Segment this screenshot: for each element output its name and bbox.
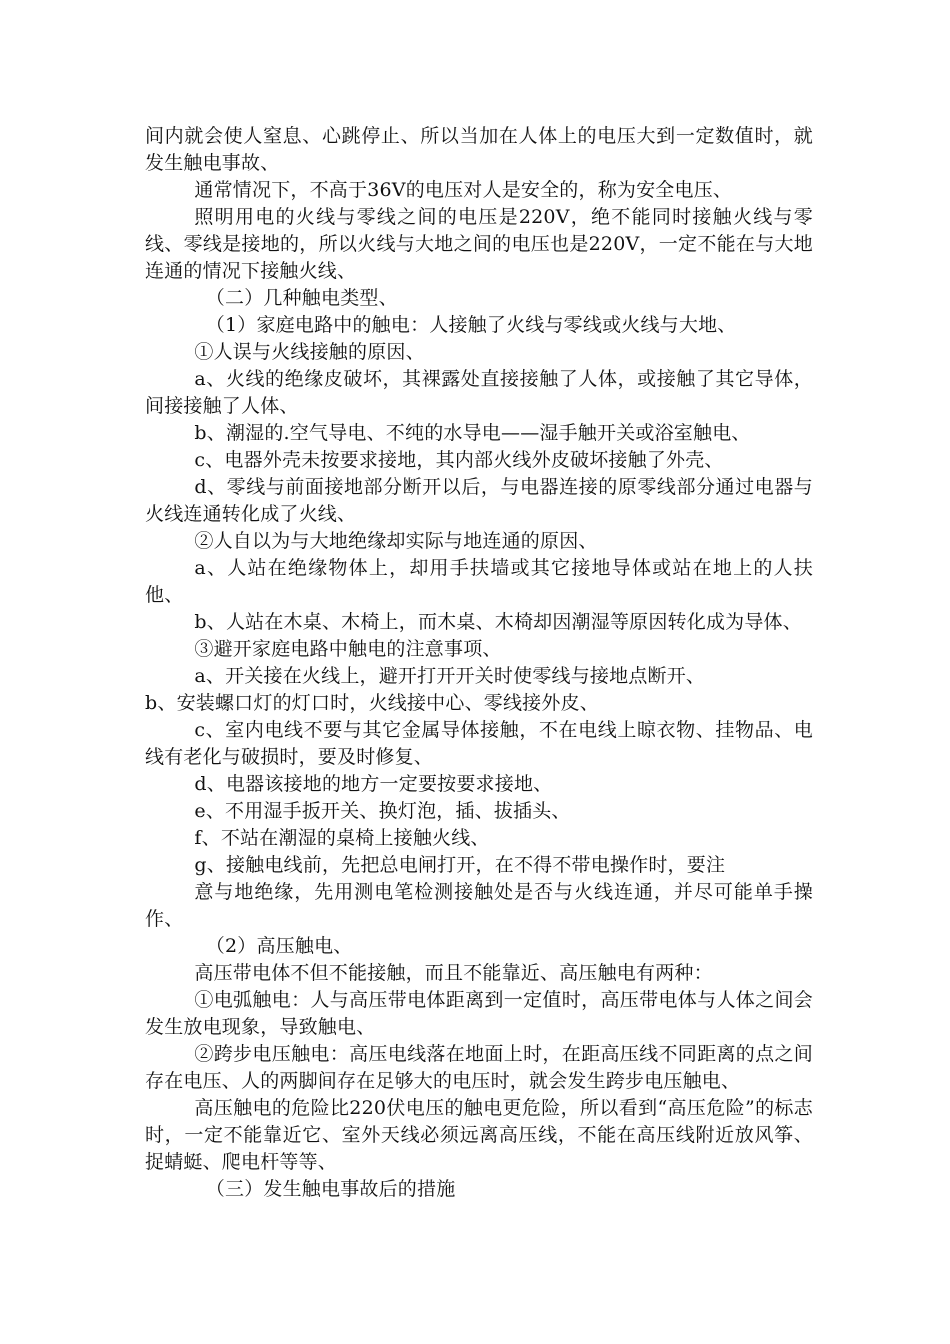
paragraph: 通常情况下，不高于36V的电压对人是安全的，称为安全电压、 <box>194 179 733 201</box>
paragraph: ②人自以为与大地绝缘却实际与地连通的原因、 <box>194 530 598 552</box>
paragraph: ③避开家庭电路中触电的注意事项、 <box>194 638 502 660</box>
paragraph: b、人站在木桌、木椅上，而木桌、木椅却因潮湿等原因转化成为导体、 <box>194 611 802 633</box>
paragraph: （1）家庭电路中的触电：人接触了火线与零线或火线与大地、 <box>205 314 737 336</box>
paragraph: 高压触电的危险比220伏电压的触电更危险，所以看到“高压危险”的标志时，一定不能靠近它、室外天线必须远离高压线，不能在高压线附近放风筝、捉蜻蜓、爬电杆等等、 <box>145 1097 813 1173</box>
paragraph: ①人误与火线接触的原因、 <box>194 341 425 363</box>
paragraph: d、电器该接地的地方一定要按要求接地、 <box>194 773 553 795</box>
paragraph: ②跨步电压触电：高压电线落在地面上时，在距高压线不同距离的点之间存在电压、人的两脚间存在足够大的电压时，就会发生跨步电压触电、 <box>145 1043 813 1092</box>
paragraph: d、零线与前面接地部分断开以后，与电器连接的原零线部分通过电器与火线连通转化成了火线、 <box>145 476 813 525</box>
paragraph: 照明用电的火线与零线之间的电压是220V，绝不能同时接触火线与零线、零线是接地的，所以火线与大地之间的电压也是220V，一定不能在与大地连通的情况下接触火线、 <box>145 206 813 282</box>
paragraph: （二）几种触电类型、 <box>205 287 398 309</box>
paragraph: b、潮湿的.空气导电、不纯的水导电——湿手触开关或浴室触电、 <box>194 422 751 444</box>
paragraph: f、不站在潮湿的桌椅上接触火线、 <box>194 827 490 849</box>
paragraph: a、人站在绝缘物体上，却用手扶墙或其它接地导体或站在地上的人扶他、 <box>145 557 813 606</box>
document-body <box>145 123 813 1203</box>
paragraph: g、接触电线前，先把总电闸打开，在不得不带电操作时，要注 <box>194 854 726 876</box>
paragraph: b、安装螺口灯的灯口时，火线接中心、零线接外皮、 <box>145 692 599 714</box>
paragraph: a、开关接在火线上，避开打开开关时使零线与接地点断开、 <box>194 665 706 687</box>
paragraph: e、不用湿手扳开关、换灯泡，插、拔插头、 <box>194 800 571 822</box>
paragraph: （三）发生触电事故后的措施 <box>205 1178 456 1200</box>
paragraph: c、电器外壳未按要求接地，其内部火线外皮破坏接触了外壳、 <box>194 449 724 471</box>
paragraph: 意与地绝缘，先用测电笔检测接触处是否与火线连通，并尽可能单手操作、 <box>145 881 813 930</box>
paragraph: ①电弧触电：人与高压带电体距离到一定值时，高压带电体与人体之间会发生放电现象，导致触电、 <box>145 989 813 1038</box>
paragraph: （2）高压触电、 <box>205 935 353 957</box>
paragraph: a、火线的绝缘皮破坏，其裸露处直接接触了人体，或接触了其它导体，间接接触了人体、 <box>145 368 813 417</box>
paragraph: c、室内电线不要与其它金属导体接触，不在电线上晾衣物、挂物品、电线有老化与破损时，要及时修复、 <box>145 719 813 768</box>
paragraph: 高压带电体不但不能接触，而且不能靠近、高压触电有两种： <box>194 962 713 984</box>
paragraph: 间内就会使人窒息、心跳停止、所以当加在人体上的电压大到一定数值时，就发生触电事故、 <box>145 125 813 174</box>
